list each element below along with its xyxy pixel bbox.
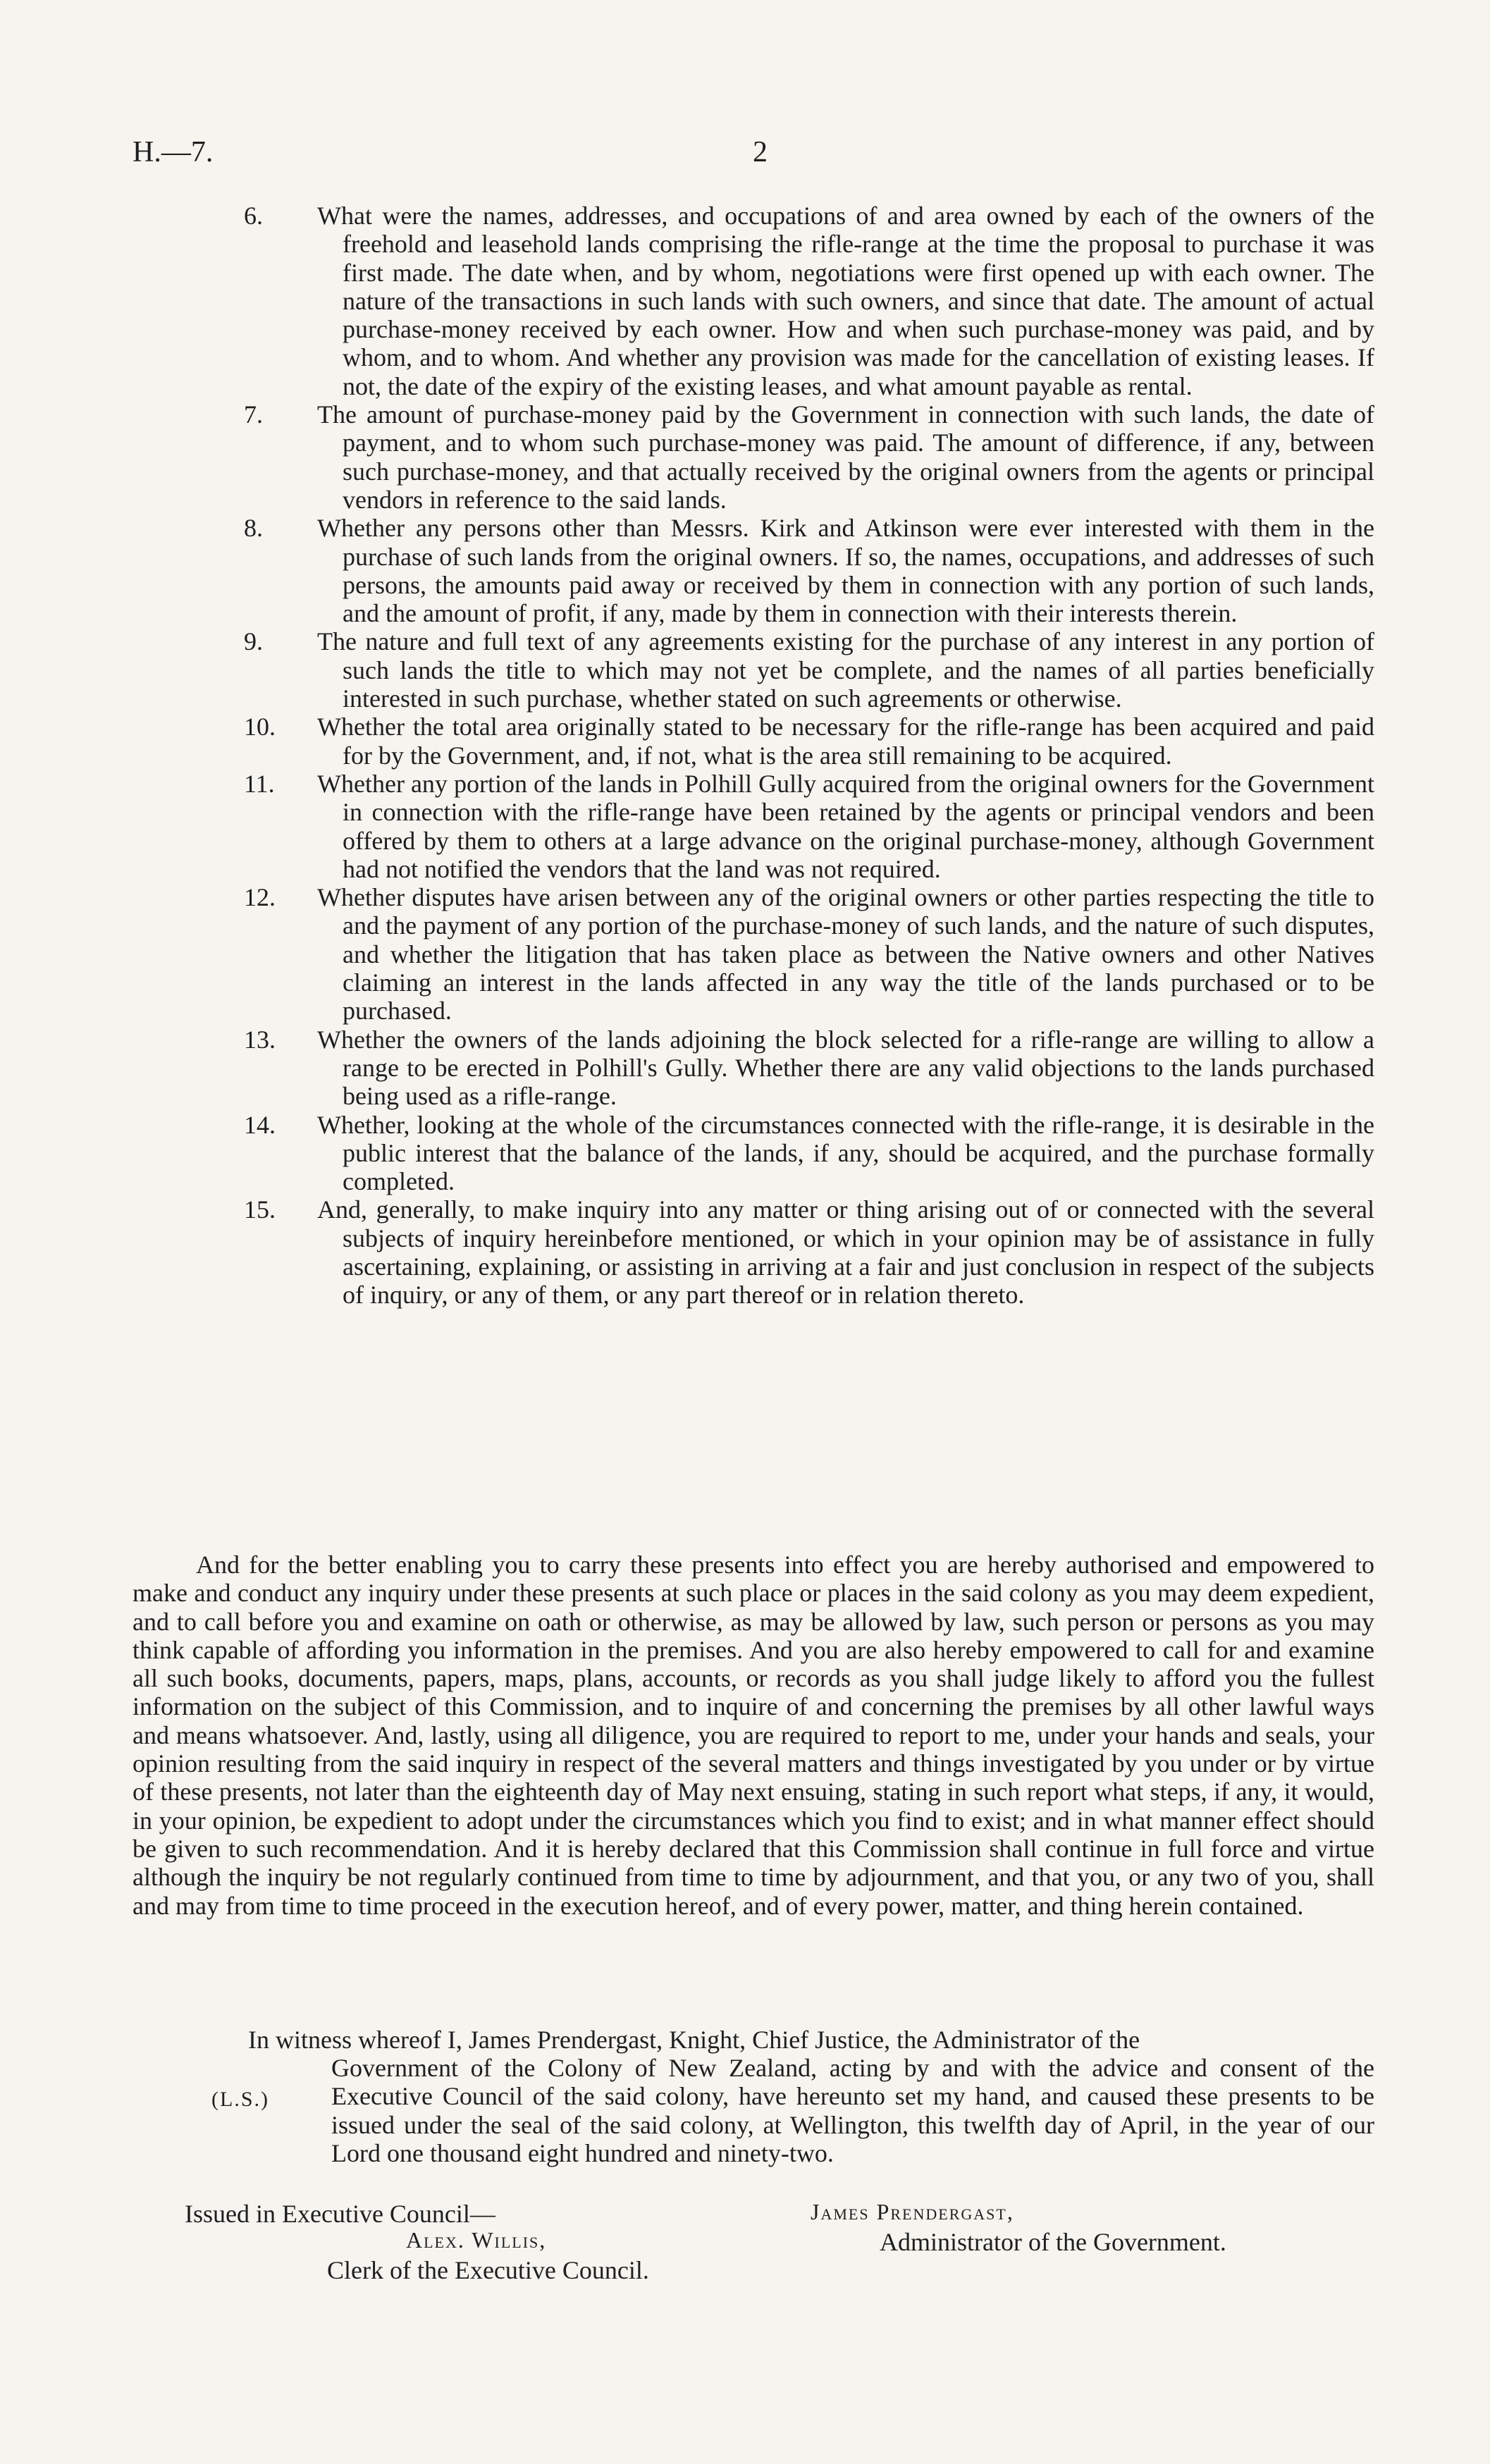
clerk-title: Clerk of the Executive Council. (327, 2256, 649, 2284)
item-number: 12. (244, 883, 276, 912)
item-number: 7. (244, 400, 263, 429)
numbered-inquiry-list (155, 202, 1374, 1310)
document-reference: H.—7. (133, 136, 214, 168)
item-text: And, generally, to make inquiry into any matter or thing arising out of or connected with the several subjects of inquiry hereinbefore mentioned, or which in your opinion may be of assistance in fully ascertaining, explaining, or assisting in arriving at a fair and just conclusion in respect of the subjects of inquiry, or any of them, or any part thereof or in relation thereto. (317, 1195, 1374, 1310)
list-item (155, 713, 1374, 770)
list-item (155, 770, 1374, 883)
item-number: 15. (244, 1195, 276, 1224)
item-text: Whether any persons other than Messrs. Kirk and Atkinson were ever interested with them in the purchase of such lands from the original owners. If so, the names, occupations, and addresses of such persons, the amounts paid away or received by them in connection with any portion of such lands, and the amount of profit, if any, made by them in connection with their interests therein. (317, 514, 1374, 628)
list-item (155, 1111, 1374, 1196)
seal-mark: (L.S.) (211, 2088, 269, 2111)
item-number: 14. (244, 1110, 276, 1139)
issued-line: Issued in Executive Council— (185, 2200, 495, 2228)
list-item (155, 400, 1374, 514)
authorisation-paragraph: And for the better enabling you to carry these presents into effect you are hereby authorised and empowered to make and conduct any inquiry under these presents at such place or places in the said colony as you may deem expedient, and to call before you and examine on oath or otherwise, as may be allowed by law, such person or persons as you may think capable of affording you information in the premises. And you are also hereby empowered to call for and examine all such books, documents, papers, maps, plans, accounts, or records as you shall judge likely to afford you the fullest information on the subject of this Commission, and to inquire of and concerning the premises by all other lawful ways and means whatsoever. And, lastly, using all diligence, you are required to report to me, under your hands and seals, your opinion resulting from the said inquiry in respect of the several matters and things investigated by you under or by virtue of these presents, not later than the eighteenth day of May next ensuing, stating in such report what steps, if any, it would, in your opinion, be expedient to adopt under the circumstances which you find to exist; and in what manner effect should be given to such recommendation. And it is hereby declared that this Commission shall continue in full force and virtue although the inquiry be not regularly continued from time to time by adjournment, and that you, or any two of you, shall and may from time to time proceed in the execution hereof, and of every power, matter, and thing herein contained. (133, 1551, 1374, 1920)
list-item (155, 883, 1374, 1025)
item-number: 8. (244, 514, 263, 543)
list-item (155, 1195, 1374, 1309)
item-text: The amount of purchase-money paid by the Government in connection with such lands, the date of payment, and to whom such purchase-money was paid. The amount of difference, if any, between such purchase-money, and that actually received by the original owners from the agents or principal vendors in reference to the said lands. (317, 400, 1374, 514)
clerk-name: Alex. Willis, (406, 2227, 547, 2253)
item-text: Whether, looking at the whole of the circumstances connected with the rifle-range, it is desirable in the public interest that the balance of the lands, if any, should be acquired, and the purchase formally completed. (317, 1110, 1374, 1196)
witness-body: Government of the Colony of New Zealand, acting by and with the advice and consent of the Executive Council of the said colony, have hereunto set my hand, and caused these presents to be issued under the seal of the said colony, at Wellington, this twelfth day of April, in the year of our Lord one thousand eight hundred and ninety-two. (331, 2054, 1374, 2167)
item-number: 10. (244, 713, 276, 741)
list-item (155, 627, 1374, 713)
item-number: 13. (244, 1025, 276, 1054)
signer-name: James Prendergast, (811, 2199, 1014, 2224)
list-item (155, 202, 1374, 400)
item-text: Whether the owners of the lands adjoining the block selected for a rifle-range are willing to allow a range to be erected in Polhill's Gully. Whether there are any valid objections to the lands purchased being used as a rifle-range. (317, 1025, 1374, 1111)
item-text: The nature and full text of any agreements existing for the purchase of any interest in any portion of such lands the title to which may not yet be complete, and the names of all parties beneficially interested in such purchase, whether stated on such agreements or otherwise. (317, 627, 1374, 713)
item-text: Whether the total area originally stated to be necessary for the rifle-range has been acquired and paid for by the Government, and, if not, what is the area still remaining to be acquired. (317, 713, 1374, 770)
item-text: What were the names, addresses, and occupations of and area owned by each of the owners of the freehold and leasehold lands comprising the rifle-range at the time the proposal to purchase it was first made. The date when, and by whom, negotiations were first opened up with each owner. The nature of the transactions in such lands with such owners, and since that date. The amount of actual purchase-money received by each owner. How and when such purchase-money was paid, and by whom, and to whom. And whether any provision was made for the cancellation of existing leases. If not, the date of the expiry of the existing leases, and what amount payable as rental. (317, 202, 1374, 400)
item-text: Whether any portion of the lands in Polhill Gully acquired from the original owners for the Government in connection with the rifle-range have been retained by the agents or principal vendors and been offered by them to others at a large advance on the original purchase-money, although Government had not notified the vendors that the land was not required. (317, 769, 1374, 883)
page-header (133, 135, 1357, 178)
list-item (155, 1025, 1374, 1111)
page-number: 2 (753, 136, 768, 168)
item-number: 6. (244, 202, 263, 230)
list-item (155, 514, 1374, 627)
item-number: 11. (244, 769, 275, 798)
signer-title: Administrator of the Government. (880, 2228, 1226, 2256)
item-text: Whether disputes have arisen between any of the original owners or other parties respecting the title to and the payment of any portion of the purchase-money of such lands, and the nature of such disputes, and whether the litigation that has taken place as between the Native owners and other Natives claiming an interest in the lands affected in any way the title of the lands purchased or to be purchased. (317, 883, 1374, 1025)
witness-intro: In witness whereof I, James Prendergast, Knight, Chief Justice, the Administrator of the (248, 2026, 1140, 2054)
item-number: 9. (244, 627, 263, 656)
